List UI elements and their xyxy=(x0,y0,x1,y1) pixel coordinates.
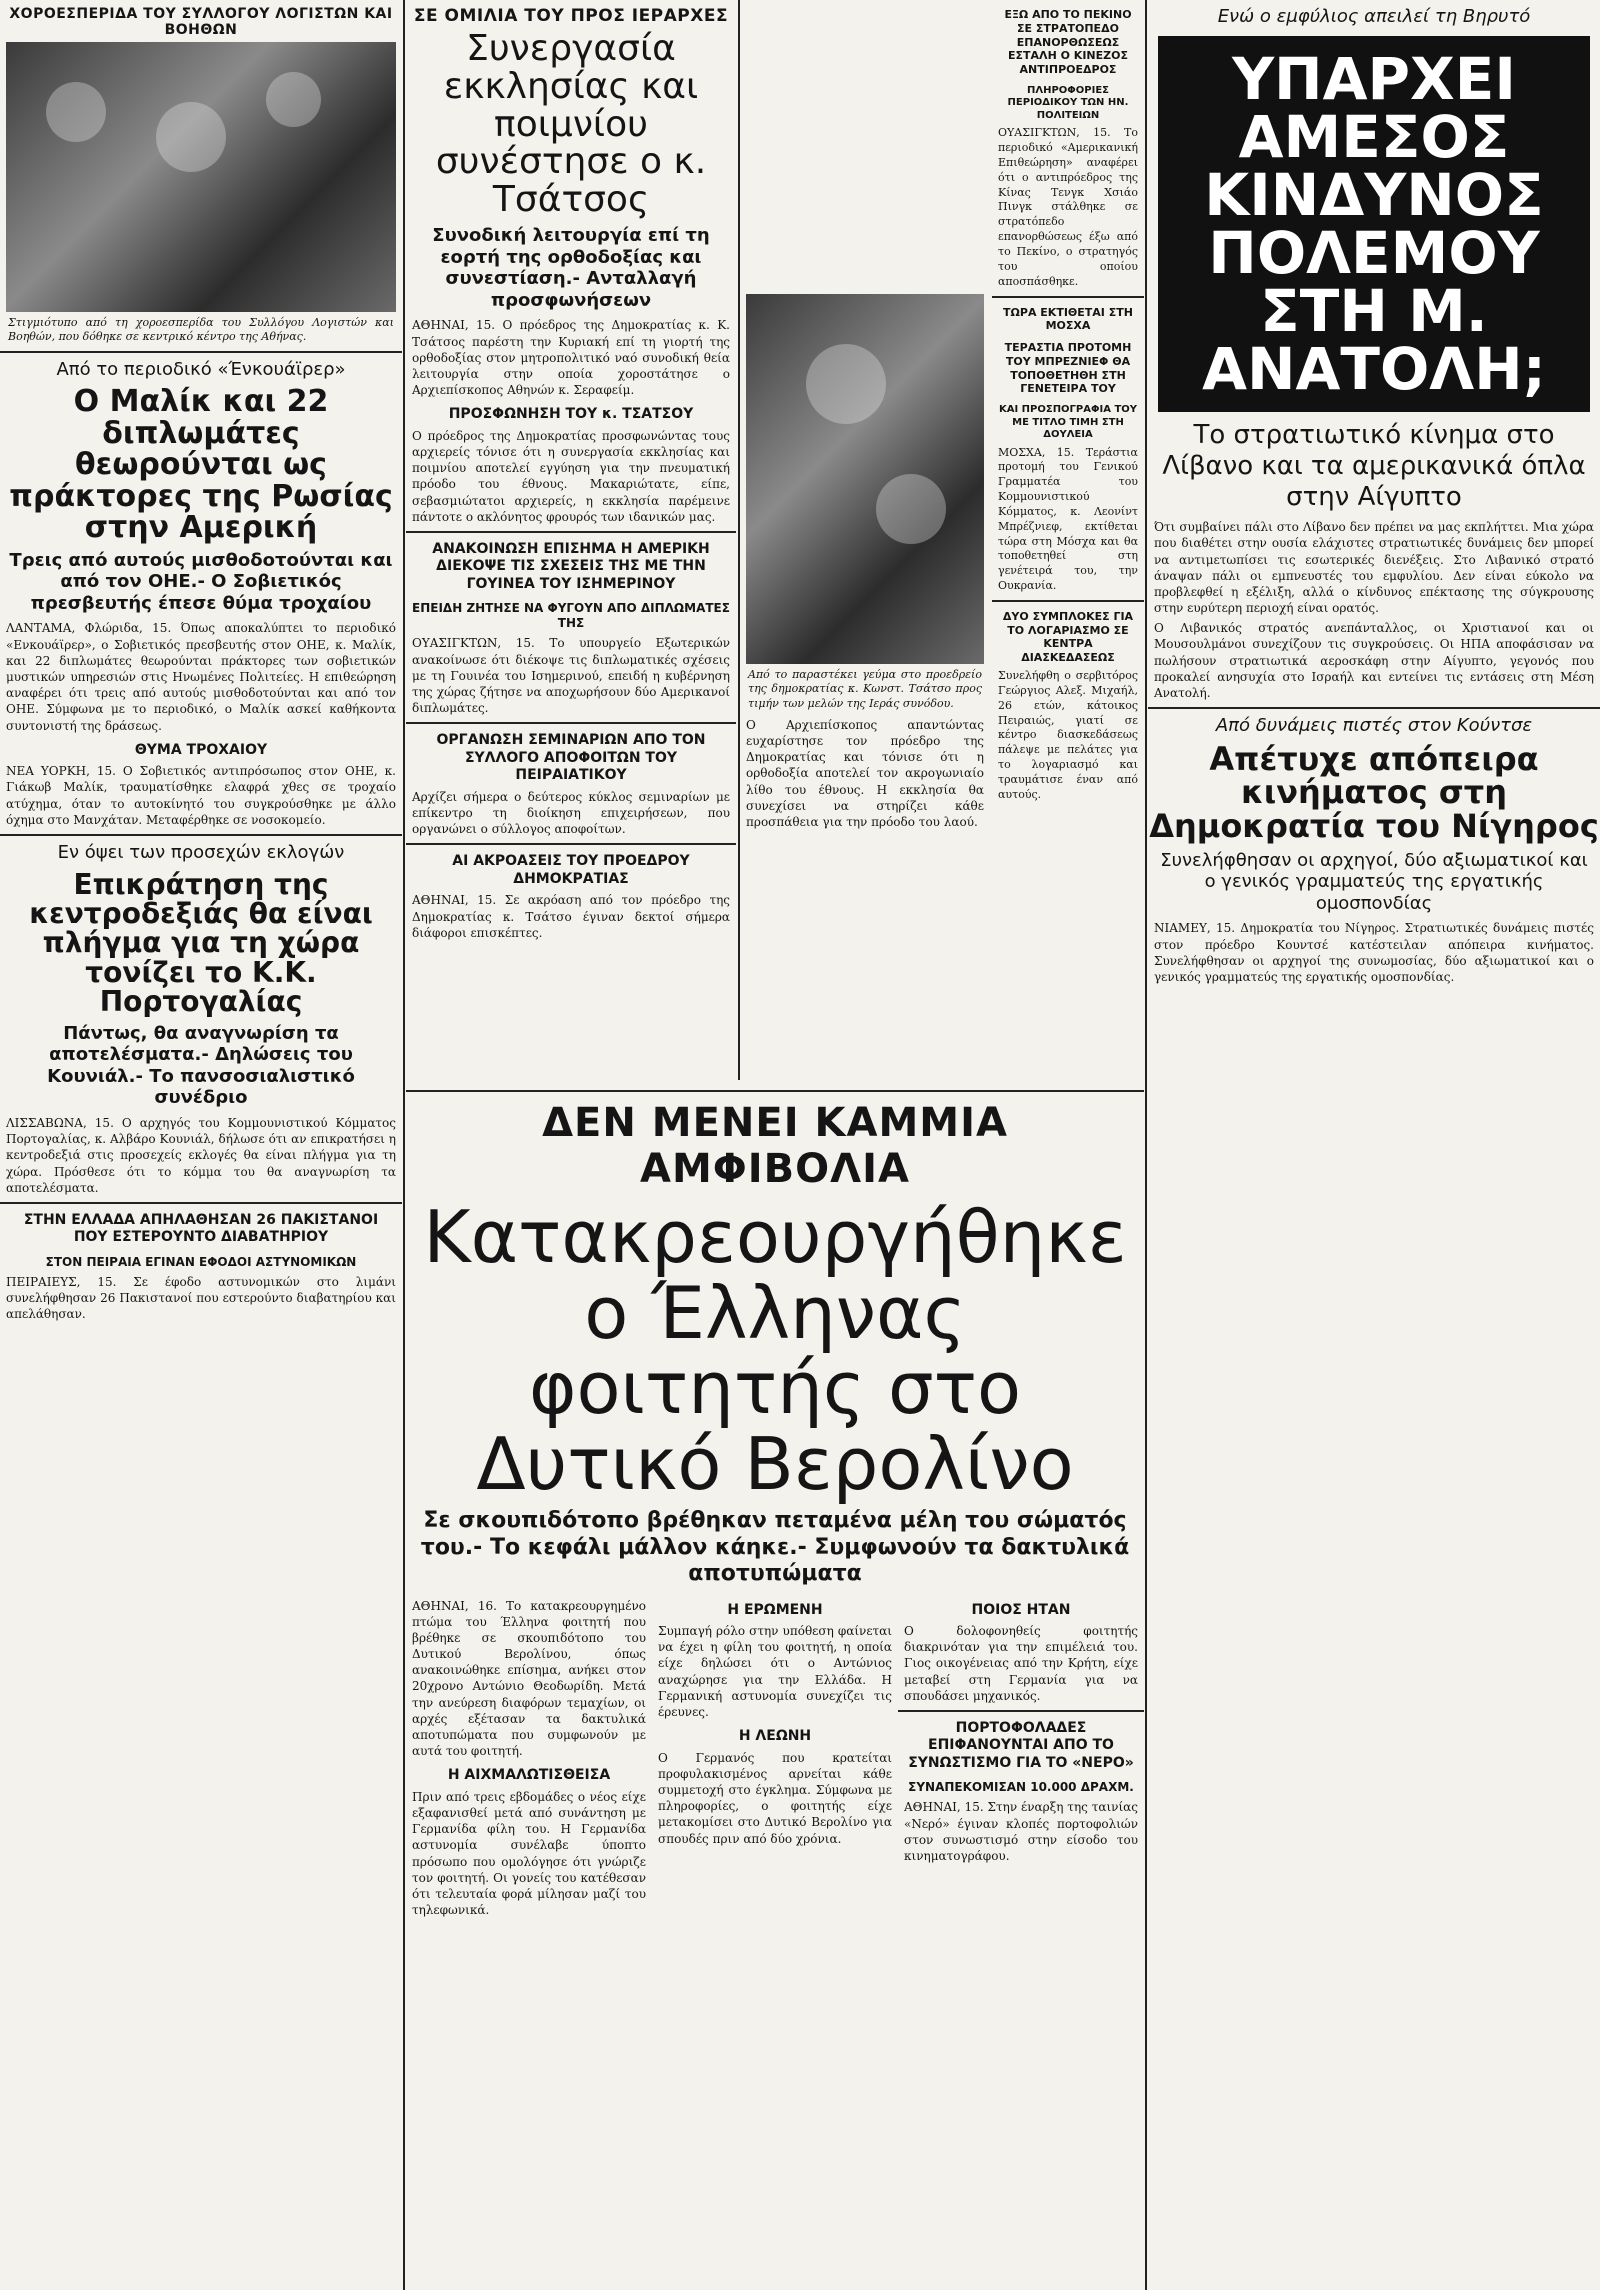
moscow-box: ΤΩΡΑ ΕΚΤΙΘΕΤΑΙ ΣΤΗ ΜΟΣΧΑ xyxy=(1003,305,1133,333)
niger-pre: Από δυνάμεις πιστές στον Κούντσε xyxy=(1215,715,1533,737)
niger-deck: Συνελήφθησαν οι αρχηγοί, δύο αξιωματικοί και ο γενικός γραμματεύς της εργατικής ομοσπονδίας xyxy=(1160,849,1588,914)
right-column xyxy=(1148,0,1600,2290)
tsatsos-headline: Συνεργασία εκκλησίας και ποιμνίου συνέστησε ο κ. Τσάτσος xyxy=(435,28,707,221)
story-body1: ΑΘΗΝΑΙ, 16. Το κατακρεουργημένο πτώμα του Έλληνα φοιτητή που βρέθηκε σε σκουπιδότοπο του Δυτικού Βερολίνου, όπως ανακοινώθηκε επίσημα, ανήκει στον 20χρονο Αντώνιο Θεοδωρίδη. Μετά την ανεύρεση διαφόρων τεμαχίων, οι αρχές εξέτασαν τα δακτυλικά αποτυπώματα που συμφωνούν με αυτά του φοιτητή. xyxy=(412,1598,646,1759)
pickpocket-sub: ΣΥΝΑΠΕΚΟΜΙΣΑΝ 10.000 ΔΡΑΧΜ. xyxy=(908,1780,1134,1795)
column-rule xyxy=(1145,0,1147,2290)
center-column xyxy=(406,0,736,1080)
divider xyxy=(992,600,1144,602)
divider xyxy=(0,834,402,836)
niger-headline: Απέτυχε απόπειρα κινήματος στη Δημοκρατία του Νίγηρος xyxy=(1149,739,1599,845)
niger-body: ΝΙΑΜΕΥ, 15. Δημοκρατία του Νίγηρος. Στρατιωτικές δυνάμεις πιστές στον πρόεδρο Κουντσέ κατέστειλαν απόπειρα κινήματος. Συνελήφθησαν οι αρχηγοί της συνωμοσίας, δύο αξιωματικοί και ο γενικός γραμματεύς της εργατικής ομοσπονδίας. xyxy=(1154,921,1594,984)
story-banner: ΔΕΝ ΜΕΝΕΙ ΚΑΜΜΙΑ ΑΜΦΙΒΟΛΙΑ xyxy=(542,1100,1008,1192)
war-line-1: ΥΠΑΡΧΕΙ ΑΜΕΣΟΣ xyxy=(1232,44,1516,171)
brawl-box: ΔΥΟ ΣΥΜΠΛΟΚΕΣ ΓΙΑ ΤΟ ΛΟΓΑΡΙΑΣΜΟ ΣΕ ΚΕΝΤΡΑ ΔΙΑΣΚΕΔΑΣΕΩΣ xyxy=(1002,609,1134,665)
guinea-sub: ΕΠΕΙΔΗ ΖΗΤΗΣΕ ΝΑ ΦΥΓΟΥΝ ΑΠΟ ΔΙΠΛΩΜΑΤΕΣ ΤΗΣ xyxy=(412,601,730,631)
story-sub2: Η ΕΡΩΜΕΝΗ xyxy=(727,1601,823,1618)
divider xyxy=(1148,707,1600,709)
story-headline: Κατακρεουργήθηκε ο Έλληνας φοιτητής στο Δυτικό Βερολίνο xyxy=(423,1195,1127,1506)
story-sub3: Η ΛΕΩΝΗ xyxy=(738,1728,812,1745)
lebanon-body: Ότι συμβαίνει πάλι στο Λίβανο δεν πρέπει να μας εκπλήττει. Μια χώρα που διαθέτει στην ουσία ελάχιστες στρατιωτικές δυνάμεις δεν μπορεί να αντιμετωπίσει τις εσωτερικές διενέξεις. Στο Λιβανικό στρατό άναψαν πάλι οι εμπνευστές του εμφυλίου. Δεν είναι εύκολο να προβλεφθεί η εξέλιξη, αλλά ο κίνδυνος επέκτασης της σύγκρουσης στην ευρύτερη περιοχή είναι ορατός. xyxy=(1154,520,1594,616)
subhead-accident: ΘΥΜΑ ΤΡΟΧΑΙΟΥ xyxy=(134,741,268,758)
guinea-body: ΟΥΑΣΙΓΚΤΩΝ, 15. Το υπουργείο Εξωτερικών ανακοίνωσε ότι διέκοψε τις διπλωματικές σχέσεις με τη Γουινέα του Ισημερινού, επειδή η κυβέρνηση της χώρας ζήτησε να αποχωρήσουν δύο Αμερικανοί διπλωμάτες. xyxy=(412,636,730,716)
accident-body: ΝΕΑ ΥΟΡΚΗ, 15. Ο Σοβιετικός αντιπρόσωπος στον ΟΗΕ, κ. Γιάκωβ Μαλίκ, τραυματίσθηκε ελαφρά χθες σε τροχαίο ατύχημα, όταν το αυτοκίνητό του συγκρούσθηκε με άλλο όχημα στο Μανχάταν. Μεταφέρθηκε σε νοσοκομείο. xyxy=(6,764,396,827)
portugal-headline: Επικράτηση της κεντροδεξιάς θα είναι πλήγμα για τη χώρα τονίζει το Κ.Κ. Πορτογαλίας xyxy=(29,867,373,1019)
story-sub4: ΠΟΙΟΣ ΗΤΑΝ xyxy=(971,1601,1071,1618)
story-deck: Σε σκουπιδότοπο βρέθηκαν πεταμένα μέλη του σώματός του.- Το κεφάλι μάλλον κάηκε.- Συμφωνούν τα δακτυλικά αποτυπώματα xyxy=(420,1508,1130,1587)
audience-body: ΑΘΗΝΑΙ, 15. Σε ακρόαση από τον πρόεδρο της Δημοκρατίας κ. Τσάτσο έγιναν δεκτοί σήμερα διάφοροι επισκέπτες. xyxy=(412,893,730,940)
war-line-3: ΣΤΗ Μ. ΑΝΑΤΟΛΗ; xyxy=(1202,276,1546,403)
tsatsos-body: ΑΘΗΝΑΙ, 15. Ο πρόεδρος της Δημοκρατίας κ. Κ. Τσάτσος παρέστη την Κυριακή επί τη γιορτή της ορθοδοξίας στον μητροπολιτικό ναό συνοδική θεία λειτουργία στην οποία χοροστάτησε ο Αρχιεπίσκοπος Αθηνών κ. Σεραφείμ. xyxy=(412,318,730,398)
guinea-box: ΑΝΑΚΟΙΝΩΣΗ ΕΠΙΣΗΜΑ Η ΑΜΕΡΙΚΗ ΔΙΕΚΟΨΕ ΤΙΣ ΣΧΕΣΕΙΣ ΤΗΣ ΜΕ ΤΗΝ ΓΟΥΙΝΕΑ ΤΟΥ ΙΣΗΜΕΡΙΝΟΥ xyxy=(432,540,710,592)
story-columns xyxy=(406,1594,1144,1923)
portrait-sub: ΚΑΙ ΠΡΟΣΠΟΓΡΑΦΙΑ ΤΟΥ ΜΕ ΤΙΤΛΟ ΤΙΜΗ ΣΤΗ ΔΟΥΛΕΙΑ xyxy=(998,404,1138,441)
story-body4: Ο Γερμανός που κρατείται προφυλακισμένος αρνείται κάθε συμμετοχή στο έγκλημα. Σύμφωνα με πληροφορίες, ο φοιτητής είχε μετακομίσει στο Δυτικό Βερολίνο για σπουδές πριν από δύο χρόνια. xyxy=(658,1750,892,1846)
malik-deck: Τρεις από αυτούς μισθοδοτούνται και από τον ΟΗΕ.- Ο Σοβιετικός πρεσβευτής έπεσε θύμα τροχαίου xyxy=(9,549,393,614)
moscow-body: ΜΟΣΧΑ, 15. Τεράστια προτομή του Γενικού Γραμματέα του Κομμουνιστικού Κόμματος, κ. Λεονίντ Μπρέζνιεφ, εκτίθεται τώρα στη Μόσχα και θα τοποθετηθεί στη γενέτειρά του, την Ουκρανία. xyxy=(998,445,1138,593)
story-body2: Πριν από τρεις εβδομάδες ο νέος είχε εξαφανισθεί μετά από συνάντηση με Γερμανίδα φίλη του. Η Γερμανίδα αστυνομία συνέλαβε ύποπτο πρόσωπο που ομολόγησε ότι γνώριζε τον φοιτητή. Οι γονείς του κατέθεσαν ότι τελευταία φορά μίλησαν μαζί του τηλεφωνικά. xyxy=(412,1789,646,1918)
pakistani-box-head: ΣΤΗΝ ΕΛΛΑΔΑ ΑΠΗΛΑΘΗΣΑΝ 26 ΠΑΚΙΣΤΑΝΟΙ ΠΟΥ ΕΣΤΕΡΟΥΝΤΟ ΔΙΑΒΑΤΗΡΙΟΥ xyxy=(23,1211,379,1246)
tsatsos-subhead: ΠΡΟΣΦΩΝΗΣΗ ΤΟΥ κ. ΤΣΑΤΣΟΥ xyxy=(448,406,694,423)
beirut-pre: Ενώ ο εμφύλιος απειλεί τη Βηρυτό xyxy=(1217,6,1531,27)
tsatsos-deck: Συνοδική λειτουργία επί τη εορτή της ορθοδοξίας και συνεστίαση.- Ανταλλαγή προσφωνήσεων xyxy=(432,224,710,311)
story-body5: Ο δολοφονηθείς φοιτητής διακρινόταν για την επιμέλειά του. Γιος οικογένειας από την Κρήτη, είχε μεταβεί στη Γερμανία για να σπουδάσει μηχανικός. xyxy=(904,1624,1138,1703)
story-body3: Συμπαγή ρόλο στην υπόθεση φαίνεται να έχει η φίλη του φοιτητή, η οποία είχε δηλώσει ότι ο Αντώνιος αναχώρησε για την Ελλάδα. Η Γερμανική αστυνομία συνεχίζει τις έρευνες. xyxy=(658,1624,892,1719)
bust-sub: ΤΕΡΑΣΤΙΑ ΠΡΟΤΟΜΗ ΤΟΥ ΜΠΡΕΖΝΙΕΦ ΘΑ ΤΟΠΟΘΕΤΗΘΗ ΣΤΗ ΓΕΝΕΤΕΙΡΑ ΤΟΥ xyxy=(1004,341,1132,396)
malik-headline: Ο Μαλίκ και 22 διπλωμάτες θεωρούνται ως πράκτορες της Ρωσίας στην Αμερική xyxy=(9,384,393,546)
photo-title: ΧΟΡΟΕΣΠΕΡΙΔΑ ΤΟΥ ΣΥΛΛΟΓΟΥ ΛΟΓΙΣΤΩΝ ΚΑΙ ΒΟΗΘΩΝ xyxy=(9,6,393,38)
china-box: ΕΞΩ ΑΠΟ ΤΟ ΠΕΚΙΝΟ ΣΕ ΣΤΡΑΤΟΠΕΔΟ ΕΠΑΝΟΡΘΩΣΕΩΣ ΕΣΤΑΛΗ Ο ΚΙΝΕΖΟΣ ΑΝΤΙΠΡΟΕΔΡΟΣ xyxy=(1004,8,1132,76)
portugal-pre: Εν όψει των προσεχών εκλογών xyxy=(57,842,345,864)
divider xyxy=(0,1202,402,1204)
brawl-body: Συνελήφθη ο σερβιτόρος Γεώργιος Αλεξ. Μιχαήλ, 26 ετών, κάτοικος Πειραιώς, γιατί σε κέντρο διασκεδάσεως πάλεψε με πελάτες για το λογαριασμό και τραυμάτισε έναν από αυτούς. xyxy=(998,668,1138,801)
church-photo xyxy=(746,294,984,664)
archbishop-body: Ο Αρχιεπίσκοπος απαντώντας ευχαρίστησε τον πρόεδρο της Δημοκρατίας και τόνισε ότι η ορθοδοξία αποτελεί τον ακρογωνιαίο λίθο του έθνους. Η εκκλησία θα συνεχίσει να στηρίζει κάθε προσπάθεια για την πρόοδο του λαού. xyxy=(746,717,984,830)
church-photo-column xyxy=(740,290,990,1080)
photo-caption: Στιγμιότυπο από τη χοροεσπερίδα του Συλλόγου Λογιστών και Βοηθών, που δόθηκε σε κεντρικό κέντρο της Αθήνας. xyxy=(8,316,394,344)
divider xyxy=(406,722,736,724)
pickpocket-body: ΑΘΗΝΑΙ, 15. Στην έναρξη της ταινίας «Νερό» έγιναν κλοπές πορτοφολιών στον συνωστισμό στην είσοδο του κινηματογράφου. xyxy=(904,1800,1138,1864)
portugal-body: ΛΙΣΣΑΒΩΝΑ, 15. Ο αρχηγός του Κομμουνιστικού Κόμματος Πορτογαλίας, κ. Αλβάρο Κουνιάλ, δήλωσε ότι αν επικρατήσει η κεντροδεξιά στις προσεχείς εκλογές θα είναι πλήγμα για τη χώρα. Πρόσθεσε ότι το κόμμα του θα αναγνωρίση τα αποτελέσματα. xyxy=(6,1115,396,1195)
piraeus-raid-head: ΣΤΟΝ ΠΕΙΡΑΙΑ ΕΓΙΝΑΝ ΕΦΟΔΟΙ ΑΣΤΥΝΟΜΙΚΩΝ xyxy=(45,1254,357,1269)
lebanon-body2: Ο Λιβανικός στρατός ανεπάνταλλος, οι Χριστιανοί και οι Μουσουλμάνοι συνεχίζουν τις συγκρούσεις. Οι ΗΠΑ αποφάσισαν να πωλήσουν στρατιωτικά αεροσκάφη στην Αίγυπτο, γεγονός που προκαλεί ανησυχία στο Ισραήλ και εντείνει τις εντάσεις στη Μέση Ανατολή. xyxy=(1154,621,1594,701)
pickpocket-box: ΠΟΡΤΟΦΟΛΑΔΕΣ ΕΠΙΦΑΝΟΥΝΤΑΙ ΑΠΟ ΤΟ ΣΥΝΩΣΤΙΣΜΟ ΓΙΑ ΤΟ «ΝΕΡΟ» xyxy=(908,1719,1134,1771)
church-caption: Από το παραστέκει γεύμα στο προεδρείο της δημοκρατίας κ. Κωνστ. Τσάτσο προς τιμήν των μελών της Ιεράς συνόδου. xyxy=(748,668,982,710)
source-line: Από το περιοδικό «Ένκουάϊρερ» xyxy=(56,358,346,380)
tsatsos-kicker: ΣΕ ΟΜΙΛΙΑ ΤΟΥ ΠΡΟΣ ΙΕΡΑΡΧΕΣ xyxy=(413,6,729,26)
divider xyxy=(0,351,402,353)
china-sub: ΠΛΗΡΟΦΟΡΙΕΣ ΠΕΡΙΟΔΙΚΟΥ ΤΩΝ ΗΝ. ΠΟΛΙΤΕΙΩΝ xyxy=(1007,84,1129,121)
left-column xyxy=(0,0,402,2290)
briefs-column xyxy=(992,0,1144,1080)
piraeus-body: ΠΕΙΡΑΙΕΥΣ, 15. Σε έφοδο αστυνομικών στο λιμάνι συνελήφθησαν 26 Πακιστανοί που εστερούντο διαβατηρίου και απελάθησαν. xyxy=(6,1274,396,1322)
tsatsos-body2: Ο πρόεδρος της Δημοκρατίας προσφωνώντας τους αρχιερείς τόνισε ότι η συνεργασία εκκλησίας και ποιμνίου αποτελεί εγγύηση για την πνευματική πρόοδο του έθνους. Μακαριώτατε, είπε, σεβασμιώτατοι αρχιερείς, η εκκλησία παρέμεινε πάντοτε ο ακλόνητος φρουρός των ιδανικών μας. xyxy=(412,428,730,524)
war-line-2: ΚΙΝΔΥΝΟΣ ΠΟΛΕΜΟΥ xyxy=(1204,160,1544,287)
divider xyxy=(898,1710,1144,1712)
lebanon-deck: Το στρατιωτικό κίνημα στο Λίβανο και τα αμερικανικά όπλα στην Αίγυπτο xyxy=(1162,419,1586,512)
column-rule xyxy=(403,0,405,2290)
china-body: ΟΥΑΣΙΓΚΤΩΝ, 15. Το περιοδικό «Αμερικανική Επιθεώρηση» αναφέρει ότι ο αντιπρόεδρος της Κίνας Τενγκ Χσιάο Πινγκ στάλθηκε σε στρατόπεδο επανορθώσεως έξω από το Πεκίνο, ο στρατηγός του οποίου αποσπάσθηκε. xyxy=(998,126,1138,288)
divider xyxy=(406,531,736,533)
audience-box: ΑΙ ΑΚΡΟΑΣΕΙΣ ΤΟΥ ΠΡΟΕΔΡΟΥ ΔΗΜΟΚΡΑΤΙΑΣ xyxy=(452,853,690,887)
war-danger-box xyxy=(1158,36,1590,412)
divider xyxy=(992,296,1144,298)
berlin-story xyxy=(406,1084,1144,2290)
malik-body: ΛΑΝΤΑΜΑ, Φλώριδα, 15. Όπως αποκαλύπτει το περιοδικό «Ενκουάϊρερ», ο Σοβιετικός πρεσβευτής στον ΟΗΕ, κ. Μαλίκ, και 22 διπλωμάτες θεωρούνται πράκτορες των σοβιετικών μυστικών υπηρεσιών στις Ηνωμένες Πολιτείες. Η επιθεώρηση αναφέρει ότι τρεις από αυτούς μισθοδοτούνται και από τον ΟΗΕ. Σύμφωνα με το περιοδικό, ο Μαλίκ ασκεί καθήκοντα συντονιστή της δράσεως. xyxy=(6,621,396,733)
divider xyxy=(406,843,736,845)
story-sub1: Η ΑΙΧΜΑΛΩΤΙΣΘΕΙΣΑ xyxy=(447,1767,611,1784)
portugal-deck: Πάντως, θα αναγνωρίση τα αποτελέσματα.- Δηλώσεις του Κουνιάλ.- Το πανσοσιαλιστικό συνέδριο xyxy=(47,1022,355,1109)
dance-photo xyxy=(6,42,396,312)
seminar-box: ΟΡΓΑΝΩΣΗ ΣΕΜΙΝΑΡΙΩΝ ΑΠΟ ΤΟΝ ΣΥΛΛΟΓΟ ΑΠΟΦΟΙΤΩΝ ΤΟΥ ΠΕΙΡΑΙΑΤΙΚΟΥ xyxy=(436,732,706,784)
seminar-body: Αρχίζει σήμερα ο δεύτερος κύκλος σεμιναρίων με επίκεντρο τη διοίκηση επιχειρήσεων, που οργανώνει ο σύλλογος αποφοίτων. xyxy=(412,789,730,837)
divider xyxy=(406,1090,1144,1092)
